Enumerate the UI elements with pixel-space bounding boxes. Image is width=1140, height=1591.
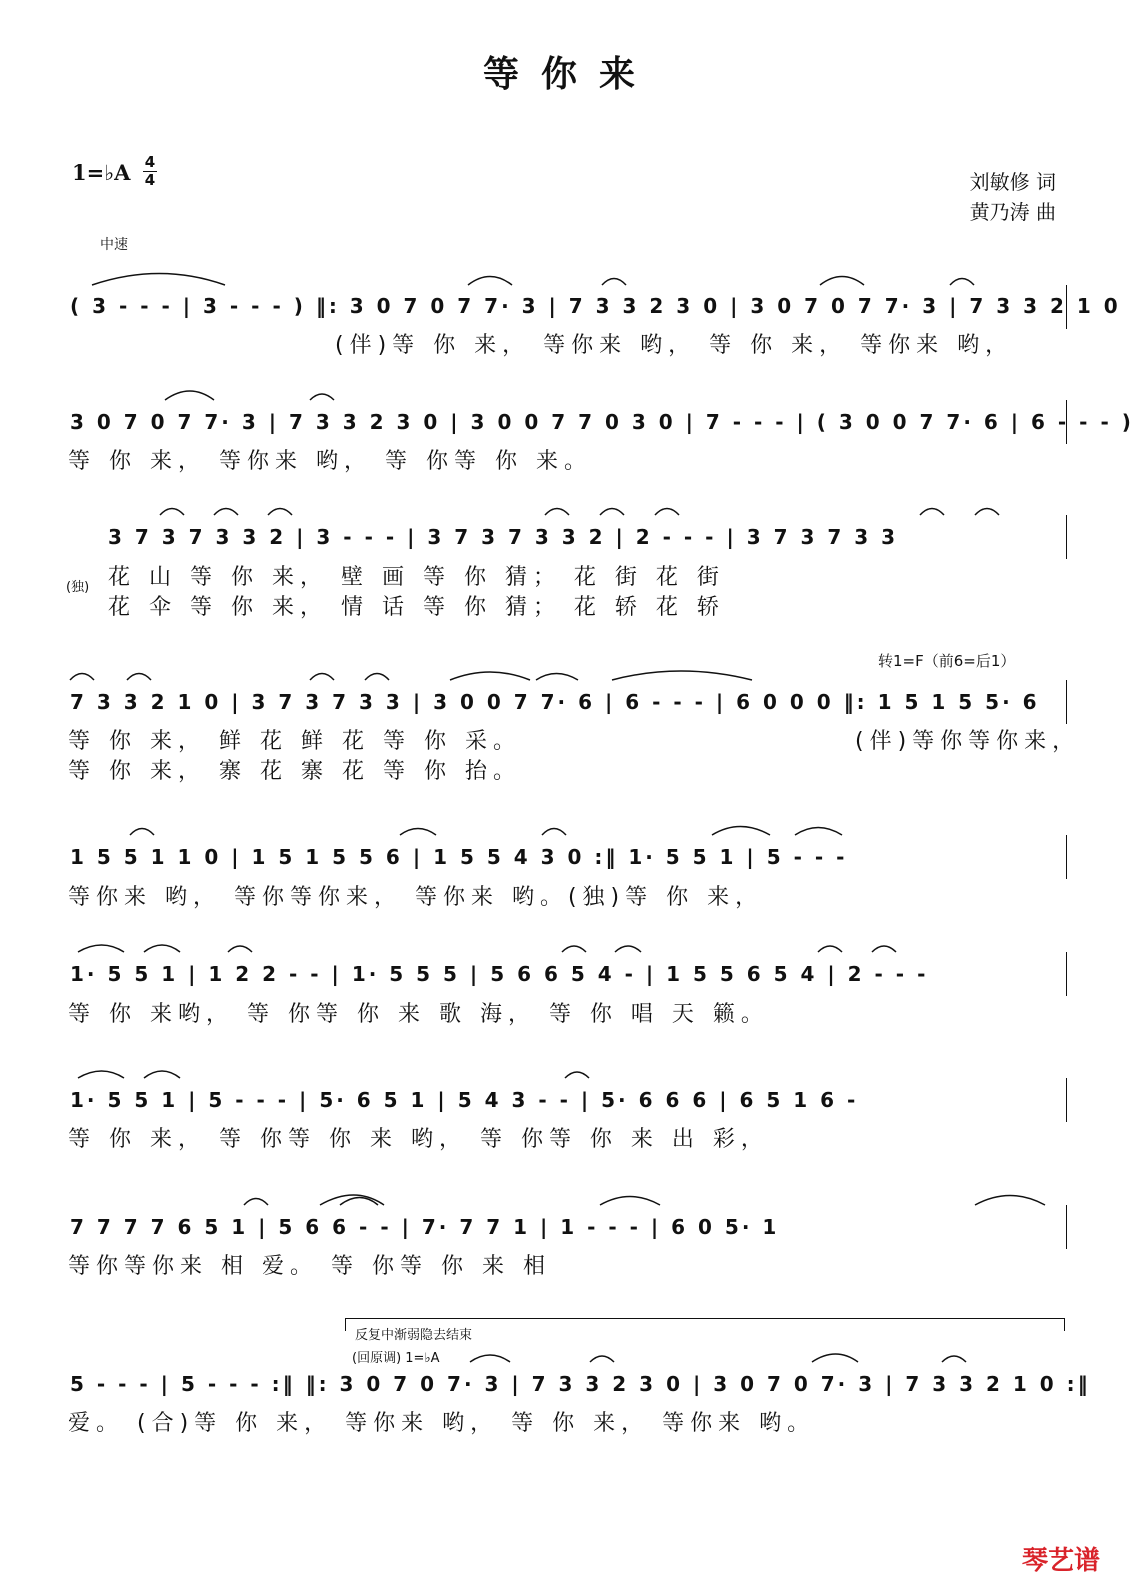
modulation-note: 转1=F（前6=后1） xyxy=(878,652,1016,670)
time-signature-bottom: 4 xyxy=(144,171,156,189)
composer-credit: 黄乃涛 曲 xyxy=(969,200,1056,224)
time-signature-top: 4 xyxy=(144,153,156,171)
notation-row-9: 5 - - - | 5 - - - :‖ ‖: 3 0 7 0 7· 3 | 7 3 3 2 3 0 | 3 0 7 0 7· 3 | 7 3 3 2 1 0 :‖ xyxy=(70,1372,1091,1396)
lyricist-credit: 刘敏修 词 xyxy=(969,170,1056,194)
lyrics-row-1: (伴)等 你 来， 等你来 哟， 等 你 来， 等你来 哟， xyxy=(335,333,1014,358)
key-signature: 1=♭A xyxy=(72,160,131,185)
lyrics-row-6: 等 你 来哟， 等 你等 你 来 歌 海， 等 你 唱 天 籁。 xyxy=(68,1002,769,1027)
page-title: 等你来 xyxy=(482,54,657,95)
lyrics-row-4-verse-2: 等 你 来， 寨 花 寨 花 等 你 抬。 xyxy=(68,759,521,784)
notation-row-2: 3 0 7 0 7 7· 3 | 7 3 3 2 3 0 | 3 0 0 7 7 0 3 0 | 7 - - - | ( 3 0 0 7 7· 6 | 6 - - - ) xyxy=(70,410,1134,434)
notation-row-5: 1 5 5 1 1 0 | 1 5 1 5 5 6 | 1 5 5 4 3 0 :‖ 1· 5 5 1 | 5 - - - xyxy=(70,845,848,869)
notation-row-6: 1· 5 5 1 | 1 2 2 - - | 1· 5 5 5 | 5 6 6 5 4 - | 1 5 5 6 5 4 | 2 - - - xyxy=(70,962,929,986)
return-key-note: (回原调) 1=♭A xyxy=(352,1351,440,1366)
lyrics-row-5: 等你来 哟， 等你等你来， 等你来 哟。(独)等 你 来， xyxy=(68,885,764,910)
lyrics-row-2: 等 你 来， 等你来 哟， 等 你等 你 来。 xyxy=(68,449,592,474)
lyrics-row-8: 等你等你来 相 爱。 等 你等 你 来 相 xyxy=(68,1254,551,1279)
tempo-marking: 中速 xyxy=(100,237,128,253)
notation-row-8: 7 7 7 7 6 5 1 | 5 6 6 - - | 7· 7 7 1 | 1 - - - | 6 0 5· 1 xyxy=(70,1215,780,1239)
lyrics-row-9: 爱。 (合)等 你 来， 等你来 哟， 等 你 来， 等你来 哟。 xyxy=(68,1411,816,1436)
notation-row-3: 3 7 3 7 3 3 2 | 3 - - - | 3 7 3 7 3 3 2 | 2 - - - | 3 7 3 7 3 3 xyxy=(108,525,899,549)
lyrics-row-3-verse-1: 花 山 等 你 来， 壁 画 等 你 猜； 花 街 花 街 xyxy=(108,565,725,590)
solo-part-label: (独) xyxy=(66,580,90,595)
notation-row-1: ( 3 - - - | 3 - - - ) ‖: 3 0 7 0 7 7· 3 | 7 3 3 2 3 0 | 3 0 7 0 7 7· 3 | 7 3 3 2 1 0 xyxy=(70,294,1121,318)
watermark-logo: 琴艺谱 xyxy=(1021,1546,1100,1576)
lyrics-row-4-verse-1: 等 你 来， 鲜 花 鲜 花 等 你 采。 xyxy=(68,729,521,754)
lyrics-row-7: 等 你 来， 等 你等 你 来 哟， 等 你等 你 来 出 彩， xyxy=(68,1127,769,1152)
notation-row-7: 1· 5 5 1 | 5 - - - | 5· 6 5 1 | 5 4 3 - - | 5· 6 6 6 | 6 5 1 6 - xyxy=(70,1088,859,1112)
repeat-note: 反复中渐弱隐去结束 xyxy=(355,1328,473,1343)
notation-row-4: 7 3 3 2 1 0 | 3 7 3 7 3 3 | 3 0 0 7 7· 6 | 6 - - - | 6 0 0 0 ‖: 1 5 1 5 5· 6 xyxy=(70,690,1040,714)
lyrics-row-4-accomp: (伴)等你等你来， xyxy=(855,729,1081,754)
lyrics-row-3-verse-2: 花 伞 等 你 来， 情 话 等 你 猜； 花 轿 花 轿 xyxy=(108,595,725,620)
